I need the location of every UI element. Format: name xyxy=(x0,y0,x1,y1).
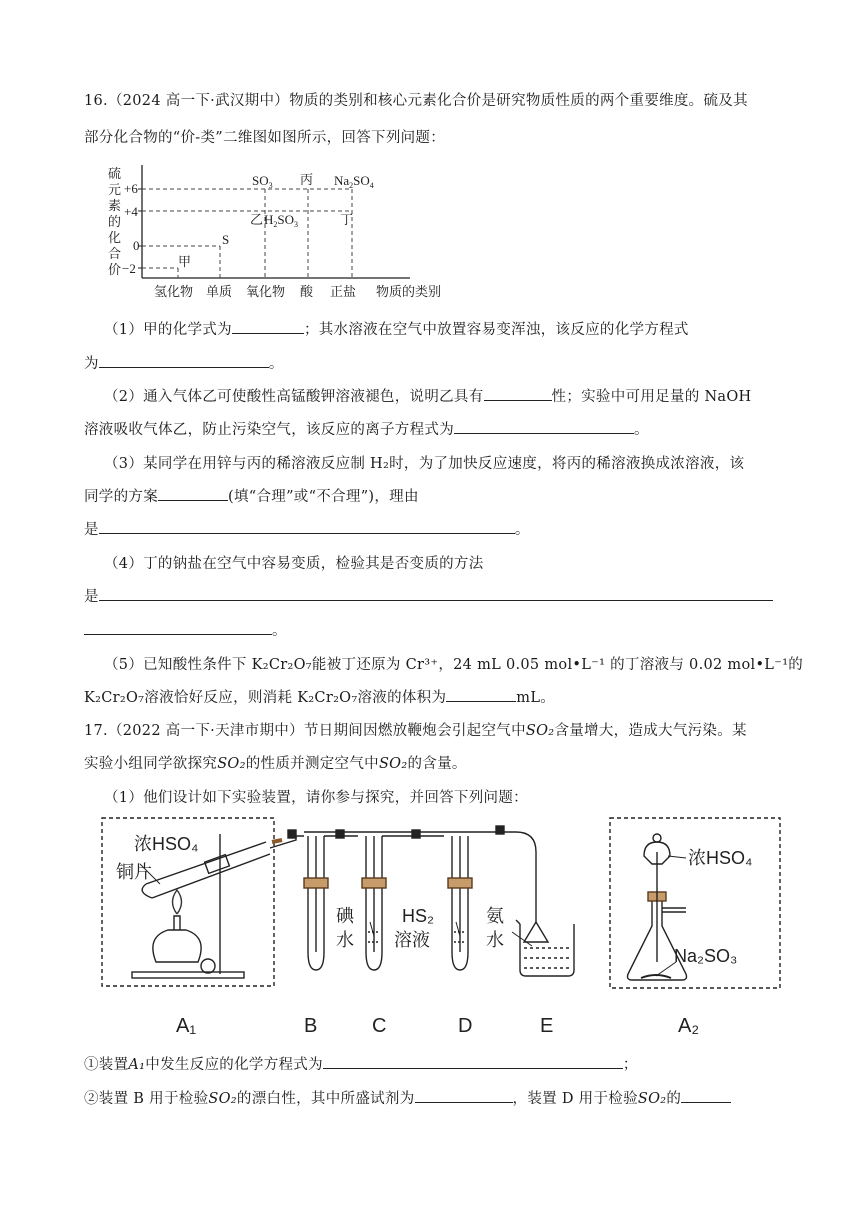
label-d: D xyxy=(458,1015,473,1037)
q17-part1-intro: （1）他们设计如下实验装置，请你参与探究，并回答下列问题： xyxy=(104,790,528,806)
point-jia: 甲 xyxy=(178,254,192,269)
tube-d xyxy=(448,836,472,970)
q16-part2-line2: 溶液吸收气体乙，防止污染空气，该反应的离子方程式为 。 xyxy=(84,418,649,439)
q16-part3-line3: 是 。 xyxy=(84,518,530,539)
y-tick-minus2: −2 xyxy=(122,261,136,276)
y-tick-0: 0 xyxy=(133,238,140,253)
answer-blank-property[interactable] xyxy=(484,386,552,401)
point-s: S xyxy=(222,232,230,247)
label-e: E xyxy=(540,1015,554,1037)
y-tick-plus6: +6 xyxy=(124,181,138,196)
point-yi: 乙 xyxy=(250,212,264,227)
q16-header-line2: 部分化合物的“价-类”二维图如图所示，回答下列问题： xyxy=(84,130,446,146)
point-h2so3: $H_2SO_3$ xyxy=(264,212,299,229)
d-reagent-label-2: 溶液 xyxy=(394,930,430,950)
answer-blank-method[interactable] xyxy=(99,586,773,601)
x-cat-acid: 酸 xyxy=(300,284,314,299)
label-a1: A₁ xyxy=(176,1015,197,1037)
label-c: C xyxy=(372,1015,387,1037)
answer-blank-reasonable[interactable] xyxy=(158,486,228,501)
answer-blank-d-property[interactable] xyxy=(681,1088,731,1103)
label-b: B xyxy=(304,1015,318,1037)
label-a2: A₂ xyxy=(678,1015,700,1037)
tube-b xyxy=(304,836,328,970)
beaker-e xyxy=(516,920,574,976)
x-axis-title: 物质的类别 xyxy=(376,284,442,299)
q16-header: 16.（2024 高一下·武汉期中）物质的类别和核心元素化合价是研究物质性质的两个重要维度。硫及其 xyxy=(84,93,748,109)
y-tick-plus4: +4 xyxy=(124,204,138,219)
svg-text:元: 元 xyxy=(108,182,122,197)
apparatus-figure xyxy=(96,812,786,1042)
q17-item1: ①装置A₁中发生反应的化学方程式为 ； xyxy=(84,1053,638,1074)
svg-text:价: 价 xyxy=(108,262,122,277)
point-ding: 丁 xyxy=(340,212,354,227)
q17-item2: ②装置 B 用于检验SO₂的漂白性，其中所盛试剂为 ，装置 D 用于检验SO₂的 xyxy=(84,1087,731,1108)
y-axis-title xyxy=(108,166,121,277)
answer-blank-method-cont[interactable] xyxy=(84,620,272,635)
q16-part3-line1: （3）某同学在用锌与丙的稀溶液反应制 H₂时，为了加快反应速度，将丙的稀溶液换成浓溶液，该 xyxy=(104,456,745,472)
q17-header: 17.（2022 高一下·天津市期中）节日期间因燃放鞭炮会引起空气中SO₂含量增大，造成大气污染。某 xyxy=(84,723,747,739)
point-na2so4: $Na_2SO_4$ xyxy=(334,173,374,190)
a1-metal-label: 铜片 xyxy=(116,862,152,882)
q16-part5-line2: K₂Cr₂O₇溶液恰好反应，则消耗 K₂Cr₂O₇溶液的体积为 mL。 xyxy=(84,686,555,707)
svg-text:素: 素 xyxy=(108,198,122,213)
d-reagent-label-1: HS₂ xyxy=(402,906,434,926)
valence-class-chart xyxy=(100,160,460,310)
point-so3: $SO_3$ xyxy=(252,173,273,190)
x-cat-oxide: 氧化物 xyxy=(246,284,286,299)
a2-salt-label: Na₂SO₃ xyxy=(674,946,738,966)
x-cat-hydride: 氢化物 xyxy=(154,284,194,299)
a1-reagent-label: 浓HSO₄ xyxy=(134,834,199,854)
answer-blank-a1-equation[interactable] xyxy=(323,1054,623,1069)
svg-text:的: 的 xyxy=(108,214,122,229)
answer-blank-ionic-equation[interactable] xyxy=(454,419,634,434)
answer-blank-volume[interactable] xyxy=(446,687,516,702)
guide-lines xyxy=(142,189,352,278)
answer-blank-reagent-b[interactable] xyxy=(415,1088,513,1103)
q16-part3-line2: 同学的方案 (填“合理”或“不合理”)，理由 xyxy=(84,485,419,506)
q16-part1-line1: （1）甲的化学式为 ；其水溶液在空气中放置容易变浑浊，该反应的化学方程式 xyxy=(104,318,689,339)
q16-part1-line2: 为 。 xyxy=(84,352,284,373)
q16-part4-line1: （4）丁的钠盐在空气中容易变质，检验其是否变质的方法 xyxy=(104,556,484,572)
q16-part4-line2: 是 xyxy=(84,585,773,606)
svg-text:硫: 硫 xyxy=(108,166,122,181)
e-reagent-label-2: 水 xyxy=(486,930,504,950)
answer-blank-formula[interactable] xyxy=(232,319,304,334)
q16-part4-line3: 。 xyxy=(84,619,287,640)
x-cat-element: 单质 xyxy=(206,284,233,299)
q16-part5-line1: （5）已知酸性条件下 K₂Cr₂O₇能被丁还原为 Cr³⁺，24 mL 0.05 mol•L⁻¹ 的丁溶液与 0.02 mol•L⁻¹的 xyxy=(104,657,804,673)
q17-header-line2: 实验小组同学欲探究SO₂的性质并测定空气中SO₂的含量。 xyxy=(84,756,467,772)
c-reagent-label-1: 碘 xyxy=(336,906,354,926)
q16-part2-line1: （2）通入气体乙可使酸性高锰酸钾溶液褪色，说明乙具有 性；实验中可用足量的 NaOH xyxy=(104,385,752,406)
x-cat-salt: 正盐 xyxy=(330,284,357,299)
svg-text:化: 化 xyxy=(108,230,122,245)
point-bing: 丙 xyxy=(300,172,314,187)
answer-blank-reason[interactable] xyxy=(99,519,515,534)
a2-reagent-label: 浓HSO₄ xyxy=(688,848,753,868)
alcohol-lamp xyxy=(153,930,201,962)
tube-c xyxy=(362,836,386,970)
svg-text:合: 合 xyxy=(108,246,122,261)
c-reagent-label-2: 水 xyxy=(336,930,354,950)
e-reagent-label-1: 氨 xyxy=(486,906,504,926)
answer-blank-equation[interactable] xyxy=(99,353,269,368)
